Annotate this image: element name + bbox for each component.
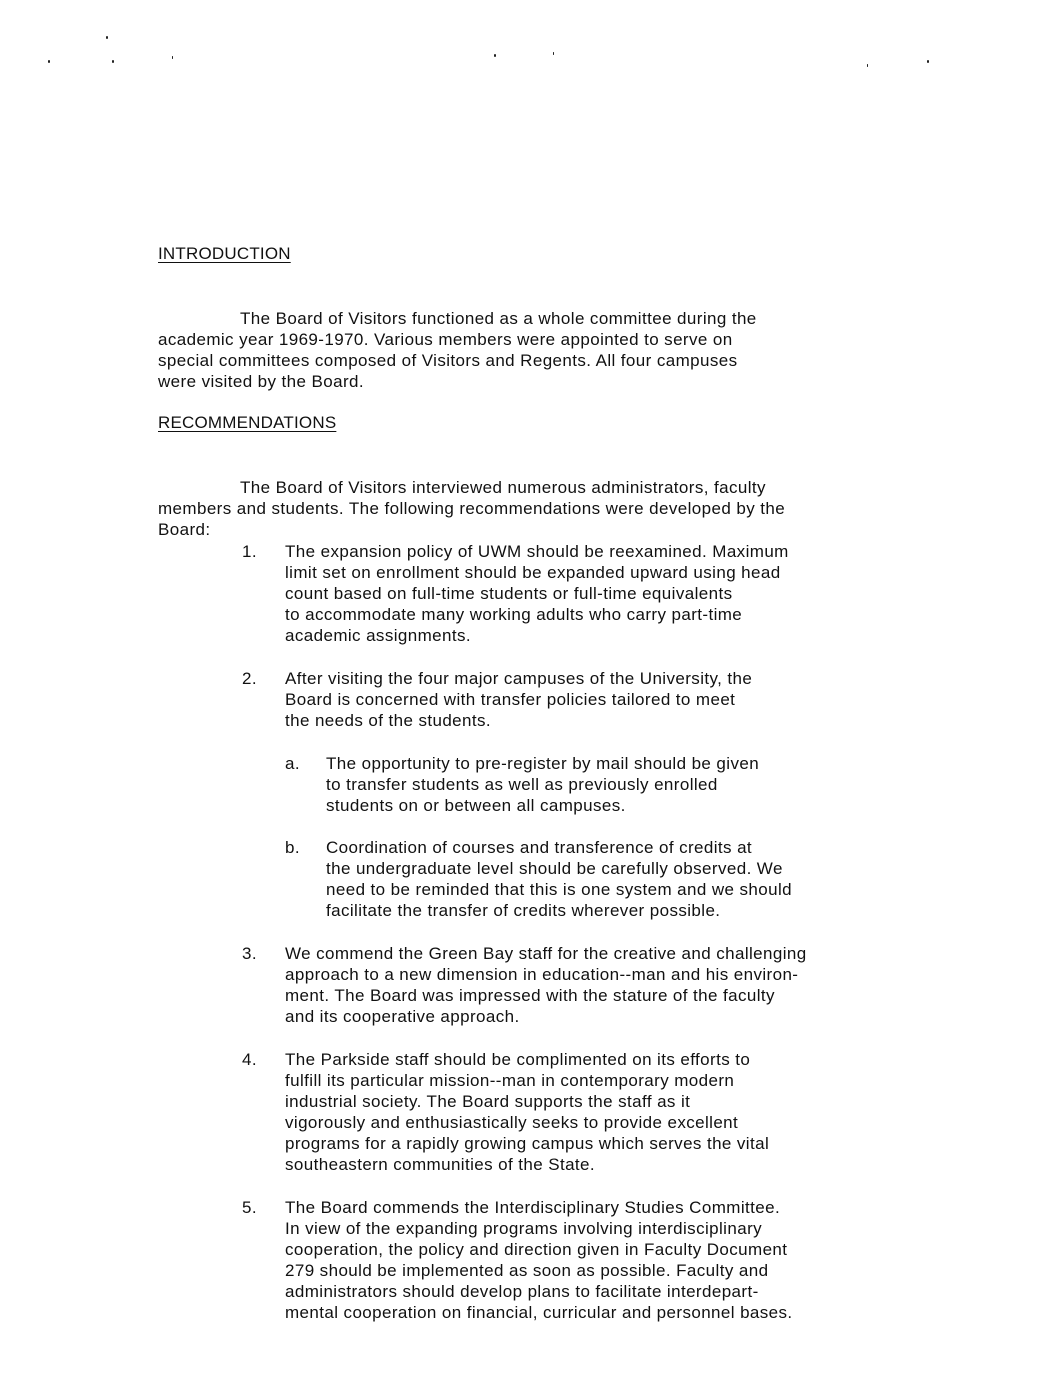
scan-specks (0, 0, 1051, 100)
item-text: The Parkside staff should be complimented on its efforts to fulfill its particular mission--man in contemporary modern industrial society. The Board supports the staff as it vigorously and enthusiastically seeks to provide excellent programs for a rapidly growing campus which serves the vital southeastern communities of the State. (285, 1050, 770, 1174)
scan-speck (927, 60, 929, 63)
item-text: After visiting the four major campuses of the University, the Board is concerned with transfer policies tailored to meet the needs of the students. (285, 669, 753, 730)
item-number: 1. (242, 542, 257, 561)
item-number: 4. (242, 1050, 257, 1069)
scan-speck (553, 52, 554, 55)
introduction-paragraph (158, 287, 958, 392)
item-number: 3. (242, 944, 257, 963)
item-text: The expansion policy of UWM should be reexamined. Maximum limit set on enrollment should be expanded upward using head count based on full-time students or full-time equivalents to accommodate many working adults who carry part-time academic assignments. (285, 542, 789, 645)
item-text: We commend the Green Bay staff for the creative and challenging approach to a new dimension in education--man and his environ- ment. The Board was impressed with the stature of the faculty and its cooperative approach. (285, 944, 807, 1026)
item-number: 5. (242, 1198, 257, 1217)
scan-speck (494, 54, 496, 57)
subitem-letter: a. (285, 754, 300, 773)
recommendations-heading: RECOMMENDATIONS (158, 413, 337, 432)
scan-speck (867, 64, 868, 67)
scan-speck (112, 60, 114, 63)
subitem-letter: b. (285, 838, 300, 857)
subitem-text: The opportunity to pre-register by mail should be given to transfer students as well as previously enrolled students on or between all campuses. (326, 754, 760, 815)
subitem-text: Coordination of courses and transference of credits at the undergraduate level should be carefully observed. We need to be reminded that this is one system and we should facilitate the transfer of credits wherever possible. (326, 838, 793, 920)
recommendations-intro-paragraph (158, 456, 958, 540)
scan-speck (106, 36, 108, 39)
recommendations-intro-text: The Board of Visitors interviewed numerous administrators, faculty members and students. The following recommendations were developed by the Board: (158, 478, 786, 539)
scan-speck (172, 56, 173, 59)
scan-speck (48, 60, 50, 63)
introduction-heading: INTRODUCTION (158, 244, 291, 263)
introduction-text: The Board of Visitors functioned as a whole committee during the academic year 1969-1970. Various members were appointed to serve on special committees composed of Visitors and Regents. All four campuses were visited by the Board. (158, 309, 757, 391)
item-number: 2. (242, 669, 257, 688)
item-text: The Board commends the Interdisciplinary Studies Committee. In view of the expanding programs involving interdisciplinary cooperation, the policy and direction given in Faculty Document 279 should be implemented as soon as possible. Faculty and administrators should develop plans to facilitate interdepart- mental cooperation on financial, curricular and personnel bases. (285, 1198, 793, 1322)
